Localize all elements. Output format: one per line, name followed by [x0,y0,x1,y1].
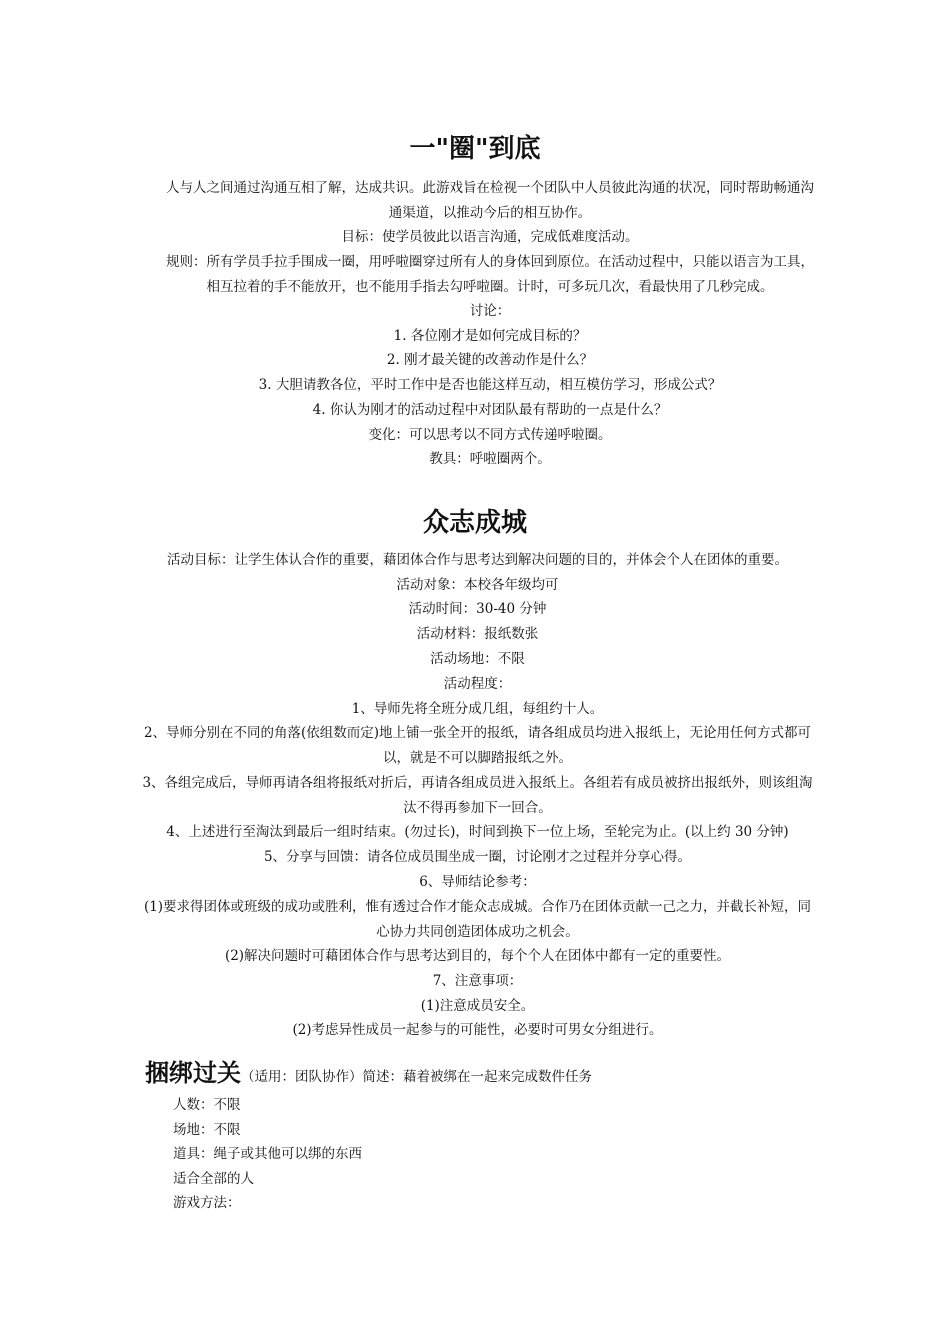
teamwork-step: (1)注意成员安全。 [420,998,535,1014]
hoop-question: 3. 大胆请教各位，平时工作中是否也能这样互动，相互模仿学习，形成公式？ [258,377,722,393]
bound-detail-item: 场地：不限 [173,1121,241,1138]
hoop-goal: 目标：使学员彼此以语言沟通，完成低难度活动。 [341,229,639,245]
hoop-intro: 人与人之间通过沟通互相了解，达成共识。此游戏旨在检视一个团队中人员彼此沟通的状况，同时帮助畅通沟通渠道，以推动今后的相互协作。 [166,180,814,221]
bound-detail-item: 人数：不限 [173,1097,241,1113]
teamwork-step: 1、导师先将全班分成几组，每组约十人。 [351,701,604,717]
bound-detail-item: 游戏方法： [173,1195,241,1212]
section-title-bound: 捆绑过关 [145,1059,241,1087]
teamwork-step: 2、导师分别在不同的角落(依组数而定)地上铺一张全开的报纸，请各组成员均进入报纸上，无论用任何方式都可以，就是不可以脚踏报纸之外。 [143,725,812,766]
hoop-discussion-label: 讨论： [469,303,511,319]
teamwork-goal: 活动目标：让学生体认合作的重要，藉团体合作与思考达到解决问题的目的，并体会个人在团体的重要。 [167,552,788,568]
teamwork-step: (1)要求得团体或班级的成功或胜利，惟有透过合作才能众志成城。合作乃在团体贡献一己之力，并截长补短，同心协力共同创造团体成功之机会。 [143,899,812,940]
section-title-teamwork: 众志成城 [422,508,527,538]
teamwork-materials: 活动材料：报纸数张 [416,626,539,642]
teamwork-step: 6、导师结论参考： [419,874,536,890]
hoop-rules: 规则：所有学员手拉手围成一圈，用呼啦圈穿过所有人的身体回到原位。在活动过程中，只能以语言为工具，相互拉着的手不能放开，也不能用手指去勾呼啦圈。计时，可多玩几次，看最快用了几秒完成。 [166,254,814,295]
hoop-question: 2. 刚才最关键的改善动作是什么？ [386,352,594,368]
hoop-props: 教具：呼啦圈两个。 [429,451,551,467]
teamwork-step: 7、注意事项： [432,973,523,989]
teamwork-step: 4、上述进行至淘汰到最后一组时结束。(勿过长)，时间到换下一位上场，至轮完为止。(以上约 30 分钟) [166,824,789,840]
section-heading-bound [145,1053,835,1087]
hoop-question: 4. 你认为刚才的活动过程中对团队最有帮助的一点是什么？ [312,402,668,418]
hoop-question: 1. 各位刚才是如何完成目标的？ [393,328,587,344]
section-title-hoop: 一"圈"到底 [409,134,541,164]
teamwork-step: 5、分享与回馈：请各位成员围坐成一圈，讨论刚才之过程并分享心得。 [263,849,692,865]
teamwork-step: (2)解决问题时可藉团体合作与思考达到目的，每个个人在团体中都有一定的重要性。 [224,948,731,964]
bound-detail-item: 适合全部的人 [173,1170,254,1187]
teamwork-target: 活动对象：本校各年级均可 [396,577,559,593]
bound-details-list [173,1093,673,1216]
bound-detail-item: 道具：绳子或其他可以绑的东西 [173,1146,362,1163]
teamwork-step: (2)考虑异性成员一起参与的可能性，必要时可男女分组进行。 [292,1022,663,1038]
teamwork-step: 3、各组完成后，导师再请各组将报纸对折后，再请各组成员进入报纸上。各组若有成员被挤出报纸外，则该组淘汰不得再参加下一回合。 [142,775,813,816]
teamwork-venue: 活动场地：不限 [430,651,525,667]
teamwork-time: 活动时间：30-40 分钟 [408,601,547,617]
section-subtitle-bound: （适用：团队协作）简述：藉着被绑在一起来完成数件任务 [241,1069,592,1085]
teamwork-procedure-label: 活动程度： [443,676,512,692]
hoop-variation: 变化：可以思考以不同方式传递呼啦圈。 [368,427,612,443]
